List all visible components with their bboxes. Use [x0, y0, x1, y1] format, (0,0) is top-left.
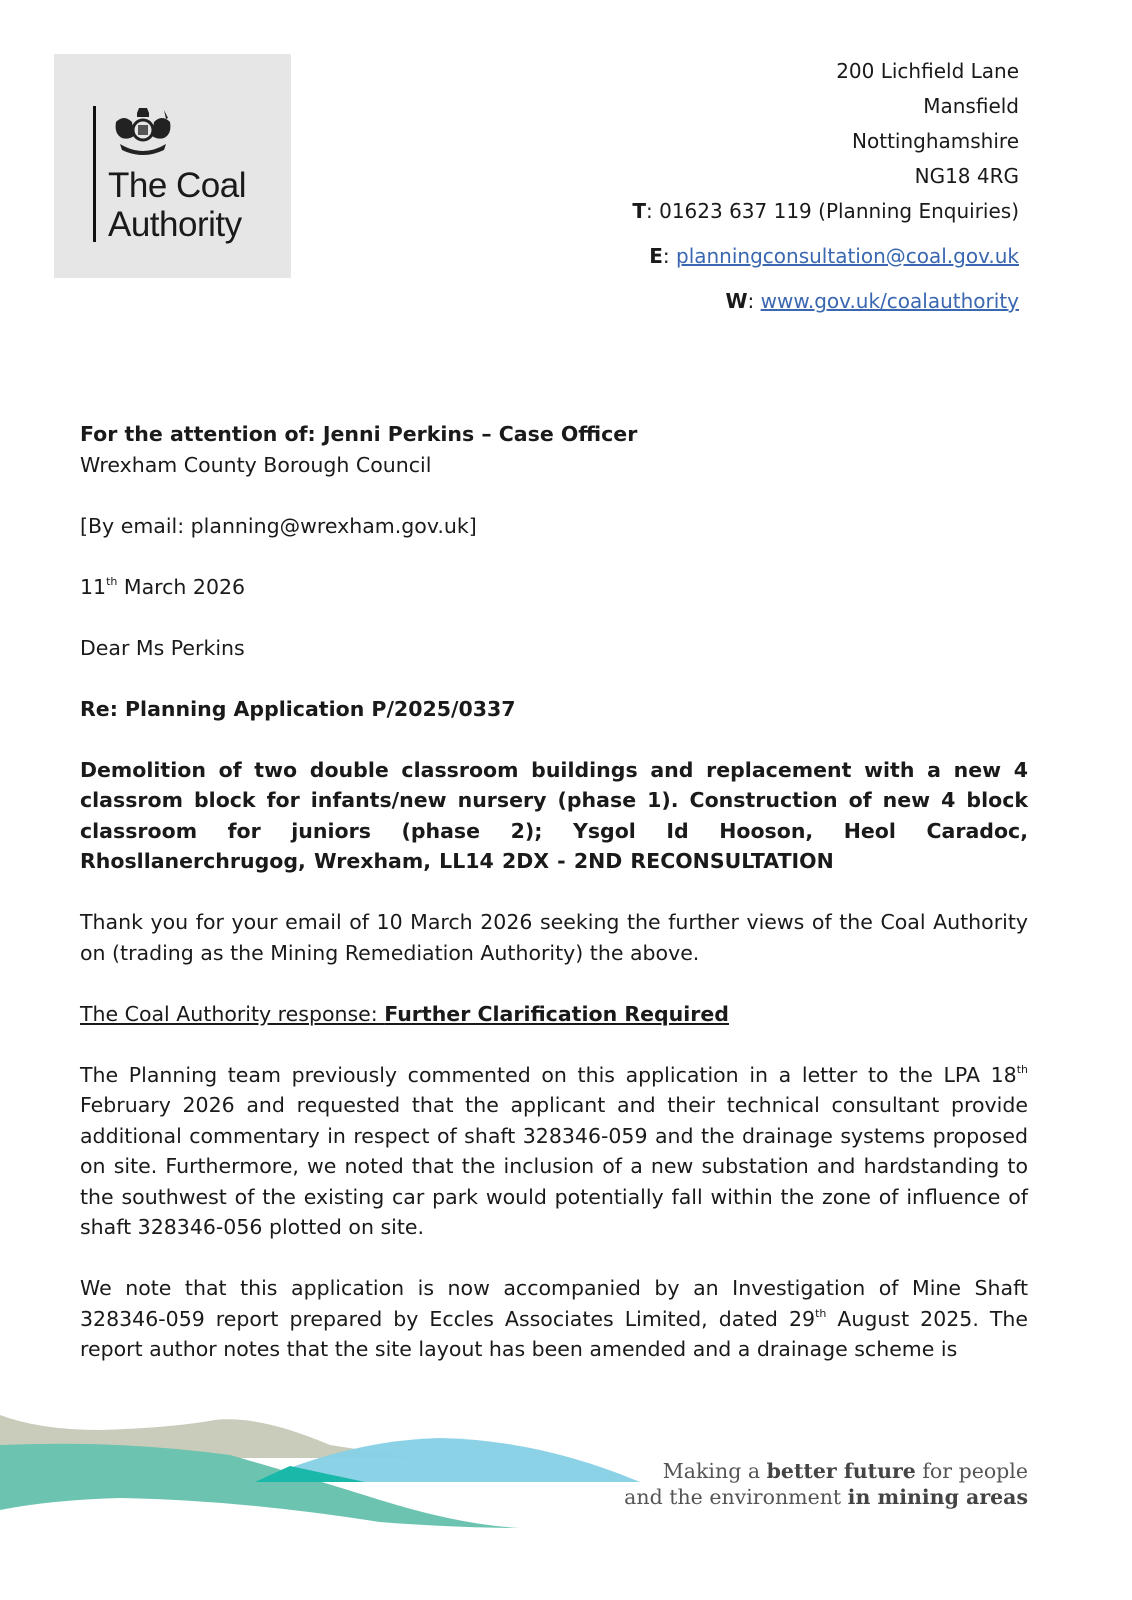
email-label: E — [649, 244, 663, 268]
para2-sup: th — [1016, 1062, 1028, 1076]
logo-line-1: The Coal — [108, 166, 247, 205]
date-day: 11 — [80, 574, 107, 599]
para2-text-b: February 2026 and requested that the applicant and their technical consultant provide additional commentary in respect of shaft 328346-059 and the drainage systems proposed on site. Furthermore, we noted that the inclusion of a new substation and hardstanding to the southwest of the existing car park would potentially fall within the zone of influence of shaft 328346-056 plotted on site. — [80, 1093, 1028, 1239]
phone-label: T — [632, 199, 646, 223]
address-town: Mansfield — [923, 94, 1019, 118]
recipient-council: Wrexham County Borough Council — [80, 452, 432, 477]
footer-wave-graphic — [0, 1400, 640, 1570]
letter-date — [80, 572, 1028, 603]
web-label: W — [725, 289, 748, 313]
tagline-t3: and the environment — [624, 1485, 848, 1509]
address-county: Nottinghamshire — [852, 129, 1019, 153]
phone-number: 01623 637 119 (Planning Enquiries) — [659, 199, 1019, 223]
date-suffix: th — [106, 574, 118, 588]
address-web: W: www.gov.uk/coalauthority — [725, 289, 1019, 313]
address-street: 200 Lichfield Lane — [836, 59, 1019, 83]
letter-body — [80, 419, 1028, 1395]
paragraph-2 — [80, 1060, 1028, 1243]
re-line: Re: Planning Application P/2025/0337 — [80, 696, 516, 721]
date-rest: March 2026 — [117, 574, 246, 599]
recipient-block — [80, 419, 1028, 480]
para3-text-a: We note that this application is now accompanied by an Investigation of Mine Shaft 328346-059 report prepared by Eccles Associates Limited, dated 29 — [80, 1276, 1028, 1331]
paragraph-3 — [80, 1273, 1028, 1365]
application-description: Demolition of two double classroom buildings and replacement with a new 4 classrom block for infants/new nursery (phase 1). Construction of new 4 block classroom for juniors (phase 2); Ysgol Id Hooson, Heol Caradoc, Rhosllanerchrugog, Wrexham, LL14 2DX - 2ND RECONSULTATION — [80, 757, 1028, 873]
response-value: Further Clarification Required — [384, 1001, 729, 1026]
sender-address — [632, 54, 1019, 319]
web-link[interactable]: www.gov.uk/coalauthority — [760, 289, 1019, 313]
tagline-t1-bold: better future — [766, 1459, 916, 1483]
tagline-line-1 — [624, 1458, 1028, 1484]
royal-crest-icon — [110, 106, 176, 162]
tagline-t3-bold: in mining areas — [847, 1485, 1028, 1509]
logo-divider — [93, 106, 96, 242]
para3-sup: th — [815, 1306, 827, 1320]
coal-authority-logo — [54, 54, 291, 278]
para3-text-b: August 2025. The report author notes that the site layout has been amended and a drainage scheme is — [80, 1306, 1028, 1361]
address-phone: T: 01623 637 119 (Planning Enquiries) — [632, 199, 1019, 223]
response-line — [80, 999, 1028, 1030]
para2-text-a: The Planning team previously commented on this application in a letter to the LPA 18 — [80, 1062, 1017, 1087]
footer-tagline — [624, 1458, 1028, 1510]
attention-line: For the attention of: Jenni Perkins – Case Officer — [80, 422, 638, 446]
logo-wordmark — [108, 166, 246, 244]
tagline-t2: for people — [915, 1459, 1028, 1483]
by-email-line: [By email: planning@wrexham.gov.uk] — [80, 513, 477, 538]
address-email: E: planningconsultation@coal.gov.uk — [649, 244, 1019, 268]
salutation: Dear Ms Perkins — [80, 635, 245, 660]
response-label: The Coal Authority response: — [80, 1001, 385, 1026]
paragraph-1: Thank you for your email of 10 March 2026 seeking the further views of the Coal Authority on (trading as the Mining Remediation Authority) the above. — [80, 910, 1028, 965]
tagline-line-2 — [624, 1484, 1028, 1510]
tagline-t1: Making a — [662, 1459, 767, 1483]
email-link[interactable]: planningconsultation@coal.gov.uk — [676, 244, 1019, 268]
logo-line-2: Authority — [108, 205, 242, 244]
address-postcode: NG18 4RG — [914, 164, 1019, 188]
